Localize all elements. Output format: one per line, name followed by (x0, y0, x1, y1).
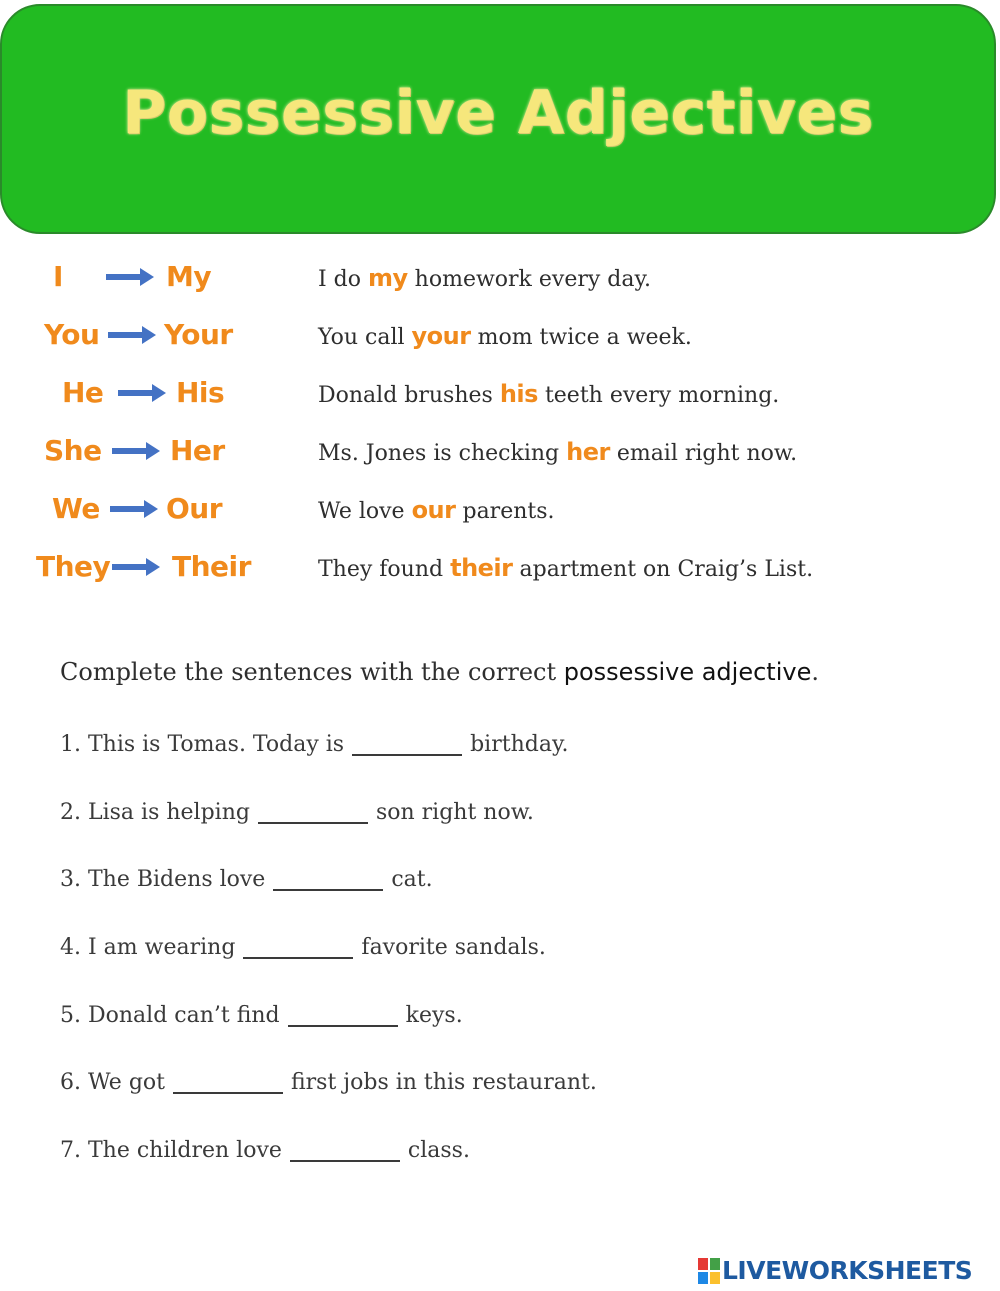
example-sentence (318, 438, 797, 466)
exercise-item (60, 1070, 597, 1095)
pronoun: She (44, 434, 102, 467)
possessive-adjective: Our (166, 492, 223, 525)
instruction-end: . (811, 658, 819, 686)
answer-blank[interactable] (352, 734, 462, 756)
possessive-adjective: My (166, 260, 212, 293)
exercise-text: favorite sandals. (361, 935, 546, 960)
exercise-text: son right now. (375, 800, 534, 825)
pronoun: You (44, 318, 100, 351)
exercise-item (60, 1138, 470, 1163)
answer-blank[interactable] (290, 1140, 400, 1162)
highlight-word: their (450, 554, 513, 582)
answer-blank[interactable] (273, 869, 383, 891)
pair-row (0, 486, 1000, 536)
arrow-right-icon (108, 325, 156, 345)
exercise-text: 2. Lisa is helping (60, 800, 250, 825)
exercise-text: 1. This is Tomas. Today is (60, 732, 345, 757)
arrow-right-icon (112, 441, 160, 461)
exercise-text: 7. The children love (60, 1138, 282, 1163)
sentence-text: apartment on Craig’s List. (519, 557, 814, 582)
sentence-text: homework every day. (414, 267, 651, 292)
sentence-text: Ms. Jones is checking (318, 441, 560, 466)
sentence-text: You call (318, 325, 405, 350)
answer-blank[interactable] (258, 802, 368, 824)
liveworksheets-logo[interactable] (698, 1256, 972, 1285)
pair-row (0, 312, 1000, 362)
highlight-word: his (499, 380, 538, 408)
highlight-word: my (368, 264, 408, 292)
answer-blank[interactable] (243, 937, 353, 959)
highlight-word: your (411, 322, 471, 350)
example-sentence (318, 380, 779, 408)
sentence-text: I do (318, 267, 362, 292)
sentence-text: Donald brushes (318, 383, 493, 408)
example-sentence (318, 496, 555, 524)
exercise-item (60, 732, 568, 757)
highlight-word: her (566, 438, 610, 466)
exercise-text: keys. (405, 1003, 463, 1028)
exercise-text: cat. (391, 867, 433, 892)
example-sentence (318, 264, 651, 292)
possessive-adjective: His (176, 376, 225, 409)
possessive-adjective: Their (172, 550, 251, 583)
pronoun: We (52, 492, 100, 525)
exercise-item (60, 935, 546, 960)
exercise-item (60, 800, 534, 825)
pair-row (0, 428, 1000, 478)
exercise-text: 4. I am wearing (60, 935, 236, 960)
pair-row (0, 370, 1000, 420)
page-title: Possessive Adjectives (122, 78, 874, 148)
pronoun: They (36, 550, 111, 583)
exercise-text: 6. We got (60, 1070, 165, 1095)
sentence-text: We love (318, 499, 405, 524)
pair-row (0, 544, 1000, 594)
instruction-emphasis: possessive adjective (563, 658, 812, 686)
arrow-right-icon (106, 267, 154, 287)
logo-text: LIVEWORKSHEETS (722, 1256, 973, 1285)
example-sentence (318, 322, 692, 350)
exercise-text: first jobs in this restaurant. (290, 1070, 597, 1095)
logo-mark-icon (698, 1258, 720, 1284)
sentence-text: email right now. (616, 441, 798, 466)
title-banner (0, 4, 996, 234)
arrow-right-icon (118, 383, 166, 403)
exercise-text: 3. The Bidens love (60, 867, 266, 892)
arrow-right-icon (110, 499, 158, 519)
arrow-right-icon (112, 557, 160, 577)
exercise-text: class. (407, 1138, 470, 1163)
possessive-adjective: Your (164, 318, 233, 351)
possessive-adjective: Her (170, 434, 225, 467)
highlight-word: our (411, 496, 456, 524)
example-sentence (318, 554, 813, 582)
instruction-text: Complete the sentences with the correct (60, 658, 557, 686)
exercise-item (60, 867, 433, 892)
pronoun: I (53, 260, 63, 293)
sentence-text: They found (318, 557, 444, 582)
sentence-text: teeth every morning. (544, 383, 780, 408)
exercise-item (60, 1003, 463, 1028)
exercise-text: 5. Donald can’t find (60, 1003, 280, 1028)
answer-blank[interactable] (288, 1005, 398, 1027)
exercise-text: birthday. (470, 732, 569, 757)
instruction (60, 658, 819, 686)
sentence-text: mom twice a week. (477, 325, 692, 350)
pronoun: He (62, 376, 104, 409)
sentence-text: parents. (462, 499, 555, 524)
answer-blank[interactable] (173, 1072, 283, 1094)
pair-row (0, 254, 1000, 304)
